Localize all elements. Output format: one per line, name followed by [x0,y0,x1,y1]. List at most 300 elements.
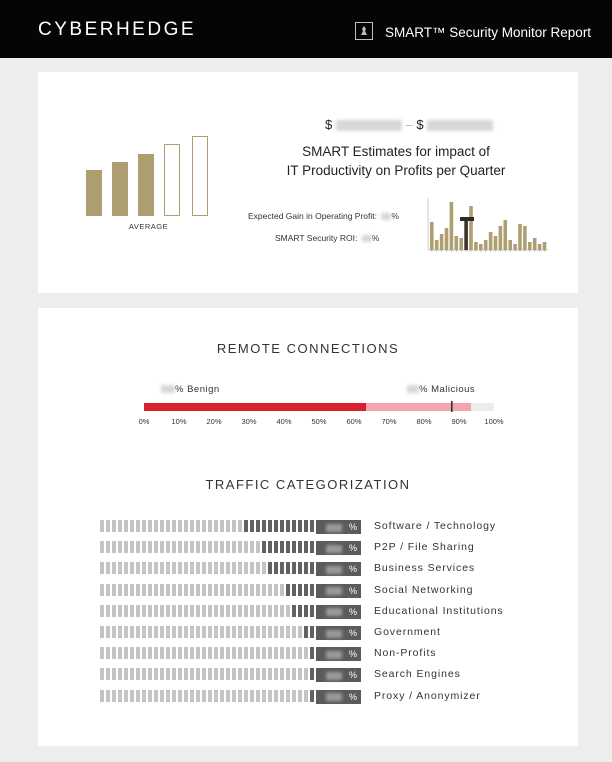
percent-sign: % [349,564,358,575]
traffic-bar-segment-empty [292,626,296,638]
traffic-bar-segment-empty [100,647,104,659]
traffic-bar-segment-empty [250,690,254,702]
traffic-bar-segment-empty [178,647,182,659]
traffic-bar-segment-empty [130,520,134,532]
traffic-bar-segment-empty [166,626,170,638]
traffic-bar-segment-empty [112,562,116,574]
estimates-title-line1: SMART Estimates for impact of [302,144,490,159]
traffic-bar-segment-empty [136,541,140,553]
traffic-bar-segment-empty [292,647,296,659]
traffic-bar-segment-empty [112,584,116,596]
traffic-bar-segment-empty [256,647,260,659]
traffic-bar-segment-empty [232,562,236,574]
traffic-bar-segment-empty [154,541,158,553]
traffic-bar-segment-empty [250,647,254,659]
traffic-bar-segment-filled [292,541,296,553]
axis-tick-label: 80% [416,417,432,426]
traffic-bar-segment-filled [286,520,290,532]
mini-chart-bar [489,232,493,250]
traffic-bar-segment-empty [274,647,278,659]
axis-tick-label: 90% [451,417,467,426]
traffic-bar-segment-empty [142,690,146,702]
traffic-bar-segment-empty [226,690,230,702]
traffic-bar-segment-empty [226,647,230,659]
traffic-bar-segment-empty [280,647,284,659]
redacted-value [326,524,342,532]
traffic-bar-segment-empty [184,690,188,702]
traffic-bar-segment-empty [256,584,260,596]
percent-sign: % [349,585,358,596]
traffic-bar-segment-empty [154,647,158,659]
traffic-bar-segment-empty [148,541,152,553]
traffic-bar-segment-empty [232,605,236,617]
traffic-bar-segment-empty [232,520,236,532]
traffic-percent-box [316,520,361,534]
traffic-bar-segment-empty [166,541,170,553]
traffic-bar-segment-empty [244,690,248,702]
benign-segment [144,403,366,411]
traffic-bar-segment-empty [148,647,152,659]
traffic-bar-segment-filled [256,520,260,532]
traffic-percent-box [316,626,361,640]
traffic-bar-segment-empty [136,562,140,574]
report-title: SMART™ Security Monitor Report [385,25,592,40]
traffic-bar-segment-empty [256,541,260,553]
traffic-category-label: Software / Technology [374,520,497,532]
traffic-bar-segment-filled [298,520,302,532]
range-currency-low: $ [325,117,333,132]
marker-line [451,401,453,412]
traffic-bar-segment-empty [214,668,218,680]
traffic-percent-box [316,541,361,555]
traffic-bar-segment-empty [130,668,134,680]
traffic-bar-segment-empty [280,605,284,617]
traffic-row [100,605,570,619]
traffic-bar-segment-empty [130,647,134,659]
traffic-bar-segment-filled [304,584,308,596]
traffic-bar-segment-empty [202,647,206,659]
redacted-value [326,608,342,616]
mini-chart-bar [538,244,542,250]
traffic-bar-segment-empty [274,626,278,638]
traffic-bar-segment-empty [274,668,278,680]
traffic-row [100,562,570,576]
traffic-bar-segment-empty [202,690,206,702]
traffic-bar-segment-empty [238,647,242,659]
traffic-bar-segment-empty [118,647,122,659]
axis-tick-label: 0% [138,417,150,426]
traffic-bar-segment-empty [190,584,194,596]
traffic-bar-segment-empty [190,520,194,532]
remote-connections-bar [136,397,506,429]
traffic-bar-segment-empty [118,690,122,702]
traffic-bar-segment-empty [184,605,188,617]
traffic-bar-segment-empty [214,605,218,617]
traffic-bar-segment-filled [280,520,284,532]
traffic-bar-segment-empty [148,626,152,638]
traffic-bar-segment-empty [124,668,128,680]
traffic-bar-segment-empty [118,584,122,596]
average-bar [164,144,180,216]
malicious-label [407,384,475,395]
traffic-bar-segment-empty [262,690,266,702]
traffic-category-label: P2P / File Sharing [374,541,475,554]
traffic-bar-segment-empty [142,541,146,553]
traffic-bar-segment-empty [112,690,116,702]
traffic-bar-segment-empty [136,520,140,532]
traffic-bar-segment-empty [160,690,164,702]
redacted-value [326,651,342,659]
traffic-bar-segment-filled [310,690,314,702]
traffic-bar-segment-empty [172,562,176,574]
axis-tick-label: 100% [484,417,504,426]
traffic-category-label: Government [374,626,441,638]
traffic-bar-segment-empty [136,626,140,638]
traffic-bar-segment-filled [268,562,272,574]
traffic-bar-segment-empty [124,647,128,659]
traffic-bar-segment-empty [160,520,164,532]
traffic-bar-segment-empty [160,584,164,596]
traffic-bar-segment-empty [226,626,230,638]
traffic-bar-segment-empty [124,520,128,532]
average-bar [138,154,154,216]
traffic-category-label: Business Services [374,562,476,575]
traffic-bar-segment-empty [304,647,308,659]
traffic-bar-segment-filled [274,541,278,553]
traffic-bar-segment-empty [220,562,224,574]
mini-chart-bar [450,202,454,250]
traffic-bar-segment-empty [166,562,170,574]
profit-range: $ – $ [325,117,493,132]
traffic-bar-segment-empty [166,647,170,659]
traffic-bar-segment-empty [256,562,260,574]
traffic-bar-segment-empty [208,520,212,532]
traffic-bar-segment-empty [280,668,284,680]
traffic-bar-segment-empty [184,626,188,638]
traffic-bar-segment-empty [232,584,236,596]
mini-chart-bar [479,244,483,250]
traffic-bar-segment-empty [274,690,278,702]
report-header [0,0,612,58]
traffic-bar-segment-empty [172,541,176,553]
traffic-bar-segment-empty [238,520,242,532]
traffic-bar-segment-empty [208,541,212,553]
percent-sign: % [349,691,358,702]
traffic-bar-segment-empty [244,562,248,574]
traffic-bar-segment-empty [190,562,194,574]
range-currency-high: $ [416,117,424,132]
traffic-bar-segment-empty [160,668,164,680]
traffic-bar-segment-filled [310,626,314,638]
traffic-bar-segment-empty [250,584,254,596]
traffic-bar-segment-filled [262,520,266,532]
traffic-bar-segment-empty [166,520,170,532]
traffic-bar-segment-empty [154,584,158,596]
traffic-row [100,520,570,534]
traffic-bar-segment-empty [160,647,164,659]
traffic-bar-segment-filled [250,520,254,532]
benign-text: % Benign [175,384,220,395]
traffic-bar-segment-empty [298,626,302,638]
traffic-bar-segment-empty [166,605,170,617]
traffic-bar-segment-empty [202,605,206,617]
traffic-bar-segment-empty [208,584,212,596]
traffic-bar-segment-empty [220,647,224,659]
roi-label: SMART Security ROI: [275,233,358,243]
mini-chart-bar [484,240,488,250]
traffic-bar-segment-empty [226,541,230,553]
traffic-row [100,541,570,555]
traffic-bar-segment-empty [298,668,302,680]
traffic-bar-segment-empty [124,626,128,638]
traffic-bar-segment-empty [214,690,218,702]
traffic-bar-segment-filled [292,520,296,532]
mini-chart-bar [528,242,532,250]
mini-chart-bar [523,226,527,250]
traffic-bar-segment-filled [304,562,308,574]
traffic-bar-segment-empty [136,690,140,702]
traffic-bar-segment-empty [142,584,146,596]
traffic-bar-segment-empty [148,562,152,574]
traffic-bar-segment-empty [244,668,248,680]
traffic-bar-segment-empty [142,562,146,574]
percent-sign: % [349,522,358,532]
remote-connections-title: REMOTE CONNECTIONS [216,341,400,356]
traffic-bar-segment-empty [226,668,230,680]
traffic-bar-segment-empty [232,647,236,659]
mini-chart-bar [440,234,444,250]
traffic-bar-segment-empty [100,584,104,596]
traffic-bar-segment-empty [220,668,224,680]
traffic-bar-segment-empty [202,520,206,532]
traffic-bar-segment-empty [112,626,116,638]
report-emblem-icon [355,22,373,40]
traffic-bar-segment-empty [124,541,128,553]
traffic-row [100,690,570,704]
mini-chart-bar [435,240,439,250]
traffic-bar-segment-empty [154,562,158,574]
traffic-bar-segment-empty [172,605,176,617]
traffic-bar-segment-empty [238,541,242,553]
traffic-bar-segment-empty [214,626,218,638]
traffic-bar-segment-filled [310,647,314,659]
axis-tick-label: 50% [311,417,327,426]
traffic-bar-segment-empty [190,626,194,638]
traffic-bar-segment-empty [130,605,134,617]
traffic-bar-segment-empty [130,626,134,638]
traffic-bar-segment-empty [148,584,152,596]
redacted-value [407,385,419,393]
traffic-categorization-title: TRAFFIC CATEGORIZATION [205,477,411,492]
percent-sign: % [349,606,358,617]
traffic-bar-segment-empty [256,668,260,680]
mini-chart-bar [459,238,463,250]
traffic-bar-segment-empty [256,626,260,638]
traffic-bar-segment-empty [154,605,158,617]
mini-chart-bar [533,238,537,250]
traffic-bar-segment-empty [268,605,272,617]
traffic-bar-segment-empty [202,668,206,680]
traffic-bar-segment-empty [262,626,266,638]
traffic-bar-segment-empty [124,584,128,596]
traffic-bar-segment-empty [286,626,290,638]
redacted-value [326,545,342,553]
traffic-bar-segment-empty [178,668,182,680]
traffic-bar-segment-empty [280,584,284,596]
traffic-bar-segment-empty [124,605,128,617]
traffic-bar-segment-empty [244,647,248,659]
traffic-bar-segment-filled [310,562,314,574]
traffic-bar-segment-filled [310,541,314,553]
traffic-bar-segment-empty [172,668,176,680]
traffic-bar-segment-empty [238,626,242,638]
percent-sign: % [391,211,399,221]
traffic-bar-segment-empty [160,541,164,553]
traffic-bar-segment-empty [100,605,104,617]
traffic-bar-segment-filled [274,562,278,574]
traffic-bar-segment-empty [208,605,212,617]
traffic-bar-segment-empty [304,690,308,702]
traffic-bar-segment-empty [226,562,230,574]
traffic-bar-segment-empty [304,668,308,680]
traffic-category-label: Educational Institutions [374,604,504,617]
traffic-bar-segment-filled [280,541,284,553]
traffic-bar-segment-empty [130,584,134,596]
traffic-bar-segment-empty [256,605,260,617]
traffic-row [100,626,570,640]
traffic-row [100,647,570,661]
traffic-bar-segment-empty [148,668,152,680]
traffic-bar-segment-empty [196,647,200,659]
traffic-bar-segment-empty [106,605,110,617]
traffic-bar-segment-empty [214,562,218,574]
redacted-value [326,630,342,638]
traffic-bar-segment-empty [100,541,104,553]
traffic-bar-segment-empty [178,626,182,638]
traffic-bar-segment-empty [244,541,248,553]
traffic-bar-segment-filled [298,541,302,553]
traffic-bar-segment-empty [184,520,188,532]
traffic-bar-segment-empty [112,668,116,680]
traffic-bar-segment-filled [310,584,314,596]
traffic-bar-segment-filled [280,562,284,574]
traffic-bar-segment-empty [148,605,152,617]
malicious-text: % Malicious [419,384,476,395]
traffic-bar-segment-filled [298,605,302,617]
redacted-value [326,672,342,680]
traffic-bar-segment-empty [124,690,128,702]
traffic-percent-box [316,690,361,704]
traffic-bar-segment-empty [106,562,110,574]
traffic-bar-segment-empty [220,626,224,638]
percent-sign: % [349,670,358,681]
traffic-bar-segment-empty [190,690,194,702]
traffic-bar-segment-empty [172,647,176,659]
traffic-bar-segment-empty [280,626,284,638]
benign-label [161,384,220,395]
traffic-percent-box [316,668,361,682]
traffic-bar-segment-empty [286,690,290,702]
traffic-bar-segment-filled [244,520,248,532]
traffic-bar-segment-empty [142,605,146,617]
traffic-bar-segment-filled [310,668,314,680]
percent-sign: % [349,543,358,554]
quarterly-mini-chart [424,194,550,260]
axis-tick-label: 30% [241,417,257,426]
traffic-bar-segment-empty [214,520,218,532]
traffic-bar-segment-filled [298,584,302,596]
traffic-bar-segment-empty [262,605,266,617]
traffic-bar-segment-empty [244,605,248,617]
traffic-bar-segment-empty [190,605,194,617]
traffic-bar-segment-empty [124,562,128,574]
traffic-bar-segment-empty [238,690,242,702]
expected-gain-label: Expected Gain in Operating Profit: [248,211,377,221]
traffic-bar-segment-empty [244,584,248,596]
traffic-bar-segment-empty [262,584,266,596]
traffic-row [100,584,570,598]
traffic-bar-segment-empty [196,562,200,574]
average-bar [112,162,128,216]
traffic-bar-segment-empty [112,647,116,659]
mini-chart-bar [508,240,512,250]
traffic-bar-segment-filled [304,605,308,617]
mini-chart-bar [543,242,547,250]
traffic-bar-segment-empty [166,668,170,680]
estimates-card [38,72,578,293]
traffic-bar-segment-filled [268,520,272,532]
traffic-bar-segment-empty [172,626,176,638]
traffic-bar-segment-empty [238,668,242,680]
traffic-category-label: Proxy / Anonymizer [374,689,481,702]
traffic-bar-segment-empty [226,584,230,596]
traffic-bar-segment-empty [286,605,290,617]
traffic-bar-segment-empty [268,584,272,596]
traffic-bar-segment-empty [196,626,200,638]
traffic-bar-segment-empty [202,584,206,596]
traffic-bar-segment-empty [136,584,140,596]
traffic-bar-segment-filled [292,605,296,617]
traffic-bar-segment-filled [268,541,272,553]
traffic-bar-segment-empty [262,668,266,680]
traffic-bar-segment-empty [274,605,278,617]
traffic-category-label: Search Engines [374,668,461,681]
traffic-bar-segment-empty [118,668,122,680]
traffic-bar-segment-empty [238,605,242,617]
average-bar [192,136,208,216]
traffic-bar-segment-empty [184,668,188,680]
traffic-bar-segment-filled [286,541,290,553]
traffic-bar-segment-empty [208,668,212,680]
mini-chart-bar [499,226,503,250]
traffic-bar-segment-empty [178,520,182,532]
traffic-bar-segment-empty [292,690,296,702]
traffic-bar-segment-empty [196,520,200,532]
traffic-percent-box [316,647,361,661]
traffic-bar-segment-empty [196,690,200,702]
traffic-bar-segment-empty [232,690,236,702]
traffic-bar-segment-empty [160,626,164,638]
traffic-category-label: Non-Profits [374,647,437,660]
traffic-bar-segment-empty [256,690,260,702]
traffic-bar-segment-empty [298,647,302,659]
traffic-bar-segment-filled [262,541,266,553]
traffic-bar-segment-empty [106,584,110,596]
traffic-bar-segment-empty [196,584,200,596]
traffic-bar-segment-empty [178,605,182,617]
traffic-bar-segment-empty [250,626,254,638]
traffic-bar-segment-filled [286,584,290,596]
